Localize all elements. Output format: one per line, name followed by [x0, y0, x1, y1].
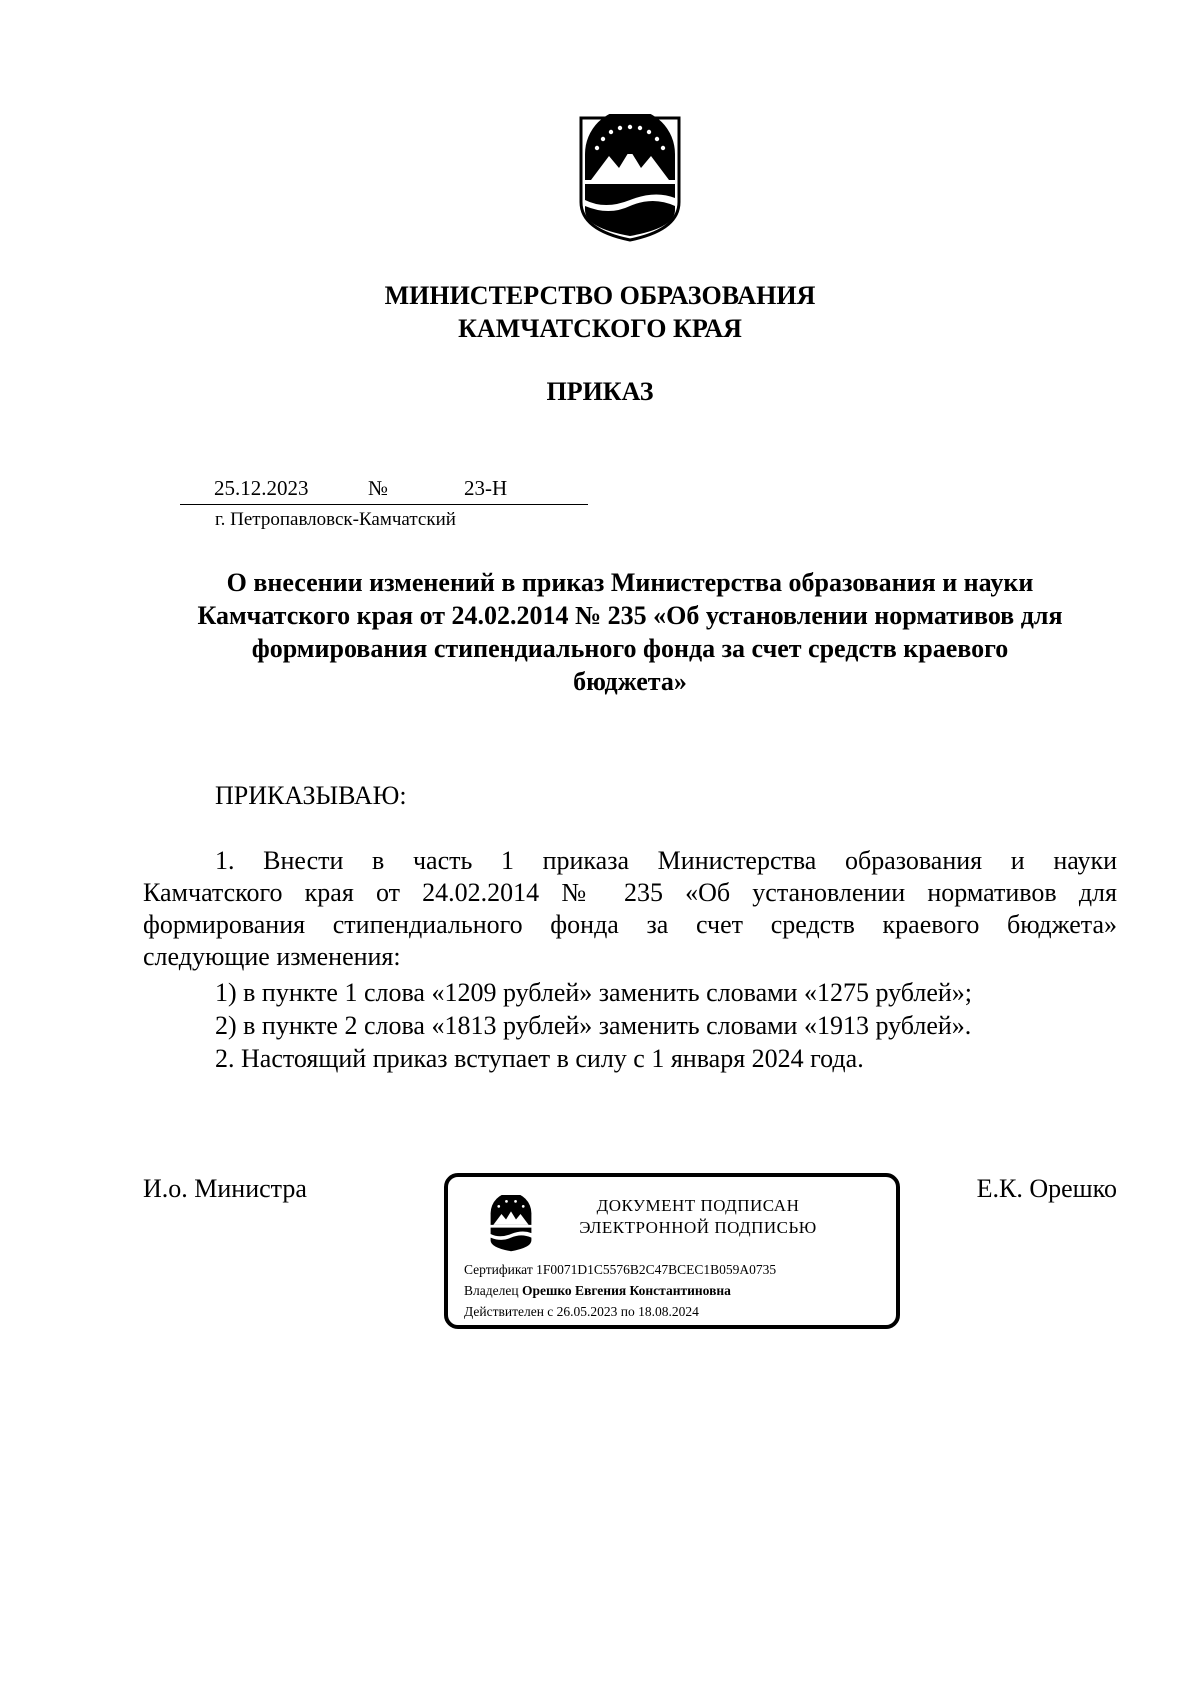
registration-date: 25.12.2023	[214, 476, 309, 500]
owner-value: Орешко Евгения Константиновна	[521, 1283, 731, 1298]
signatory-name: Е.К. Орешко	[976, 1174, 1117, 1203]
list-item: 2. Настоящий приказ вступает в силу с 1 января 2024 года.	[215, 1044, 864, 1073]
paragraph-1	[143, 845, 1117, 973]
valid-from-date: 26.05.2023	[556, 1304, 618, 1319]
stamp-validity-row	[464, 1303, 699, 1321]
owner-label: Владелец	[464, 1283, 519, 1298]
title-line: О внесении изменений в приказ Министерства образования и науки	[226, 568, 1034, 597]
valid-to-date: 18.08.2024	[638, 1304, 699, 1319]
title-line: Камчатского края от 24.02.2014 № 235 «Об установлении нормативов для	[197, 601, 1063, 630]
title-line: бюджета»	[573, 667, 687, 696]
paragraph-line: 1. Внести в часть 1 приказа Министерства образования и науки	[215, 846, 1117, 875]
certificate-label: Сертификат	[464, 1262, 533, 1277]
kamchatka-coat-of-arms-icon	[575, 114, 685, 242]
electronic-signature-stamp	[444, 1173, 900, 1329]
stamp-heading	[548, 1195, 848, 1239]
registration-number: 23-Н	[464, 476, 508, 500]
organization-name-line-2: КАМЧАТСКОГО КРАЯ	[458, 314, 742, 343]
stamp-owner-row	[464, 1282, 731, 1300]
order-word: ПРИКАЗЫВАЮ:	[215, 781, 407, 810]
valid-to-label: по	[620, 1304, 635, 1319]
paragraph-line: следующие изменения:	[143, 942, 401, 971]
number-sign: №	[368, 476, 389, 500]
stamp-heading-line-2: ЭЛЕКТРОННОЙ ПОДПИСЬЮ	[579, 1218, 817, 1237]
organization-name-line-1: МИНИСТЕРСТВО ОБРАЗОВАНИЯ	[384, 281, 816, 310]
signatory-position: И.о. Министра	[143, 1174, 307, 1203]
document-type: ПРИКАЗ	[546, 377, 654, 406]
paragraph-line: формирования стипендиального фонда за счет средств краевого бюджета»	[143, 910, 1117, 939]
registration-line	[180, 474, 588, 505]
issue-place: г. Петропавловск-Камчатский	[215, 509, 456, 530]
paragraph-line: Камчатского края от 24.02.2014 № 235 «Об установлении нормативов для	[143, 878, 1117, 907]
title-line: формирования стипендиального фонда за счет средств краевого	[251, 634, 1009, 663]
stamp-heading-line-1: ДОКУМЕНТ ПОДПИСАН	[596, 1196, 800, 1215]
valid-from-label: Действителен с	[464, 1304, 554, 1319]
certificate-value: 1F0071D1C5576B2C47BCEC1B059A0735	[536, 1262, 777, 1277]
kamchatka-coat-of-arms-small-icon	[486, 1195, 536, 1253]
document-title	[140, 566, 1120, 698]
list-item: 2) в пункте 2 слова «1813 рублей» заменить словами «1913 рублей».	[215, 1011, 972, 1040]
stamp-certificate-row	[464, 1261, 776, 1279]
list-item: 1) в пункте 1 слова «1209 рублей» заменить словами «1275 рублей»;	[215, 978, 973, 1007]
